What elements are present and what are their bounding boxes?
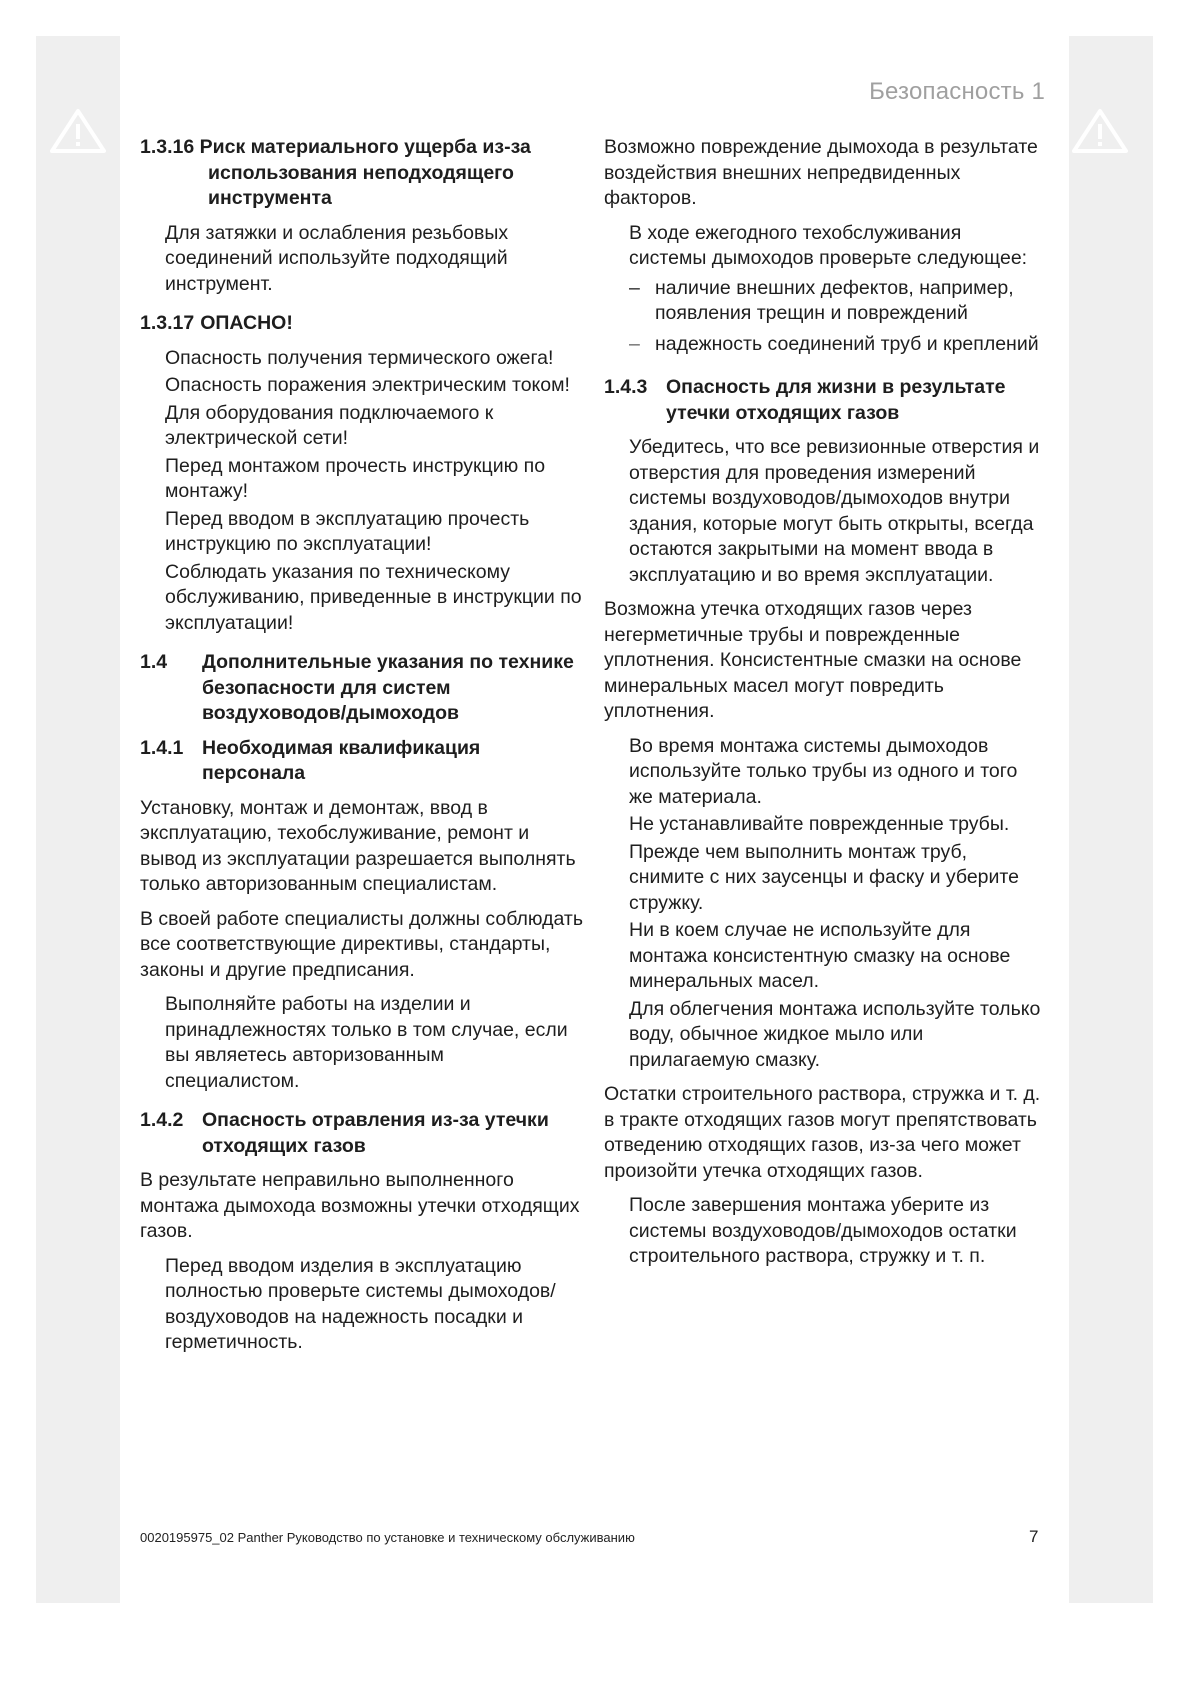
instruction-block [140,221,583,298]
right-column [604,135,1044,1279]
warning-triangle-icon [1071,108,1129,154]
instruction-text: Убедитесь, что все ревизионные отверстия и отверстия для проведения измерений системы воздуховодов/дымоходов внутри здания, которые могут быть открыты, всегда остаются закрытыми на момент ввода в эксплуатацию и во время эксплуатации. [629,436,1040,586]
warning-lines [140,346,583,637]
instruction-text: Для затяжки и ослабления резьбовых соединений используйте подходящий инструмент. [165,221,509,295]
section-number: 1.4.1 [140,736,184,759]
left-margin-band [36,36,120,1603]
instruction-text: Выполняйте работы на изделии и принадлежностях только в том случае, если вы являетесь авторизованным специалистом. [165,993,568,1092]
section-number: 1.4.2 [140,1109,184,1131]
section-title: Риск материального ущерба из-за использования неподходящего инструмента [199,136,531,209]
bullet-text: наличие внешних дефектов, например, появления трещин и повреждений [655,276,1014,324]
paragraph: Установку, монтаж и демонтаж, ввод в эксплуатацию, техобслуживание, ремонт и вывод из эксплуатации разрешается выполнять только авторизованным специалистам. [140,796,576,895]
instruction-text: После завершения монтажа уберите из системы воздуховодов/дымоходов остатки строительного раствора, стружку и т. п. [629,1194,1017,1267]
section-number: 1.3.17 [140,312,195,334]
section-title: Опасность для жизни в результате утечки отходящих газов [666,376,1006,424]
warning-line: Перед вводом в эксплуатацию прочесть инструкцию по эксплуатации! [165,507,530,555]
instruction-line: Прежде чем выполнить монтаж труб, снимите с них заусенцы и фаску и уберите стружку. [629,840,1019,914]
bullet-dash: – [629,332,640,355]
section-title: Дополнительные указания по технике безопасности для систем воздуховодов/дымоходов [202,651,574,724]
section-title: Необходимая квалификация персонала [202,736,481,784]
page-header-title: Безопасность 1 [869,78,1045,105]
instruction-block [140,1254,583,1356]
instruction-line: Ни в коем случае не используйте для монтажа консистентную смазку на основе минеральных масел. [629,919,1011,992]
warning-line: Для оборудования подключаемого к электрической сети! [165,401,494,449]
section-heading-1-4-3 [604,375,1044,426]
warning-line: Опасность поражения электрическим током! [165,374,570,396]
instruction-line: Для облегчения монтажа используйте только воду, обычное жидкое мыло или прилагаемую смазку. [629,997,1041,1071]
section-heading-1-4-1 [140,736,583,787]
instruction-lines [604,734,1044,1074]
section-title: ОПАСНО! [200,312,293,334]
bullet-item [629,332,1044,358]
footer-document-title: 0020195975_02 Panther Руководство по установке и техническому обслуживанию [140,1530,635,1545]
section-heading-1-4 [140,650,583,727]
section-heading-1-3-17 [140,311,583,337]
paragraph: Возможна утечка отходящих газов через негерметичные трубы и поврежденные уплотнения. Консистентные смазки на основе минеральных масел могут повредить уплотнения. [604,598,1022,722]
bullet-item [629,276,1044,327]
paragraph: В своей работе специалисты должны соблюдать все соответствующие директивы, стандарты, законы и другие предписания. [140,907,583,981]
instruction-text: В ходе ежегодного техобслуживания системы дымоходов проверьте следующее: [629,221,1028,269]
paragraph: В результате неправильно выполненного монтажа дымохода возможны утечки отходящих газов. [140,1169,580,1242]
section-title: Опасность отравления из-за утечки отходящих газов [202,1109,549,1157]
section-number: 1.4 [140,651,168,673]
instruction-block [604,1193,1044,1270]
warning-triangle-icon [49,108,107,154]
instruction-block [604,435,1044,588]
warning-line: Соблюдать указания по техническому обслуживанию, приведенные в инструкции по эксплуатации! [165,560,582,634]
bullet-text: надежность соединений труб и креплений [655,332,1039,355]
instruction-line: Не устанавливайте поврежденные трубы. [629,813,1010,835]
left-column [140,135,583,1365]
paragraph: Возможно повреждение дымохода в результате воздействия внешних непредвиденных факторов. [604,136,1038,209]
warning-line: Опасность получения термического ожега! [165,346,554,369]
instruction-block [604,221,1044,272]
bullet-dash: – [629,276,640,299]
instruction-line: Во время монтажа системы дымоходов используйте только трубы из одного и того же материала. [629,734,1018,808]
warning-line: Перед монтажом прочесть инструкцию по монтажу! [165,454,546,502]
page-number: 7 [1029,1527,1039,1546]
paragraph: Остатки строительного раствора, стружка и т. д. в тракте отходящих газов могут препятствовать отведению отходящих газов, из-за чего может произойти утечка отходящих газов. [604,1083,1041,1182]
section-number: 1.4.3 [604,376,648,398]
section-heading-1-4-2 [140,1108,583,1159]
section-heading-1-3-16: 1.3.16 Риск материального ущерба из-за использования неподходящего инструмента [140,135,583,212]
instruction-text: Перед вводом изделия в эксплуатацию полностью проверьте системы дымоходов/воздуховодов на надежность посадки и герметичность. [165,1254,556,1353]
instruction-block [140,992,583,1094]
right-margin-band [1069,36,1153,1603]
